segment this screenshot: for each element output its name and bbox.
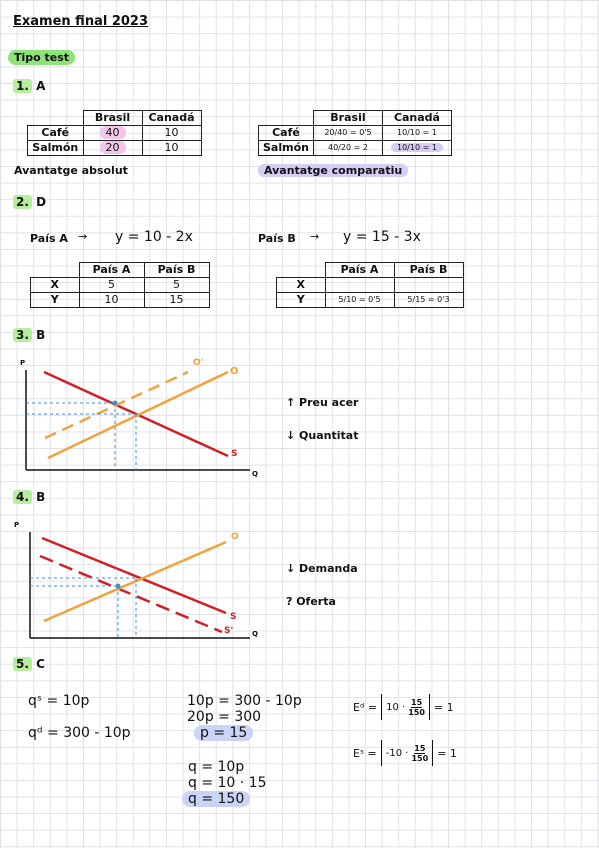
graph3-label-o: O [230, 366, 239, 377]
question-2-answer: D [36, 195, 47, 209]
q4-note-demand: ↓ Demanda [286, 562, 358, 575]
elasticity-demand: Eᵈ = 10 · 15 150 = 1 [353, 694, 454, 720]
question-5-answer: C [36, 657, 45, 671]
comparative-advantage-table: Brasil Canadá Café 20/40 = 0'5 10/10 = 1 Salmón 40/20 = 2 10/10 = 1 [258, 110, 452, 156]
graph3-axis-p: P [20, 359, 26, 367]
absolute-advantage-label: Avantatge absolut [14, 164, 128, 177]
cell-brasil-cafe: 40 [83, 126, 142, 141]
arrow-a: → [78, 230, 88, 243]
graph4-axis-q: Q [252, 630, 258, 638]
q4-note-offer: ? Oferta [286, 595, 336, 608]
question-1-number: 1. A [13, 79, 45, 93]
graph4-supply-s-prime [40, 556, 222, 632]
question-4-answer: B [36, 490, 46, 504]
question-5-number: 5. C [13, 657, 45, 671]
graph4-axis-p: P [14, 521, 20, 529]
demand-equation: qᵈ = 300 - 10p [28, 725, 131, 741]
graph4-offer-o [44, 542, 226, 621]
solve-step-4: q = 10p [188, 759, 245, 775]
solve-step-2: 20p = 300 [187, 709, 262, 725]
pais-b-equation: y = 15 - 3x [343, 229, 421, 245]
graph3-equilibrium-point [113, 401, 118, 406]
question-1-answer: A [36, 79, 46, 93]
elasticity-supply: Eˢ = -10 · 15 150 = 1 [353, 740, 457, 766]
graph4-supply-s [42, 538, 226, 613]
pais-table-1: País A País B X 5 5 Y 10 15 [30, 262, 210, 308]
question-4-number: 4. B [13, 490, 45, 504]
comparative-advantage-label: Avantatge comparatiu [258, 164, 408, 177]
absolute-advantage-table: Brasil Canadá Café 40 10 Salmón 20 10 [27, 110, 202, 156]
q3-note-price: ↑ Preu acer [286, 396, 359, 409]
graph3-label-o-prime: O' [193, 358, 204, 368]
graph3-label-s: S [231, 449, 238, 459]
pais-a-label: País A [30, 232, 68, 245]
solve-step-3: p = 15 [194, 725, 253, 741]
graph4-equilibrium-point [116, 584, 121, 589]
question-3-number: 3. B [13, 328, 45, 342]
q3-note-quantity: ↓ Quantitat [286, 429, 359, 442]
graph4-label-o: O [231, 532, 239, 542]
question-3-answer: B [36, 328, 46, 342]
pais-b-label: País B [258, 232, 296, 245]
supply-equation: qˢ = 10p [28, 693, 90, 709]
question-2-number: 2. D [13, 195, 46, 209]
pais-table-2: País A País B X Y 5/10 = 0'5 5/15 = 0'3 [276, 262, 464, 308]
solve-step-6: q = 150 [182, 791, 250, 807]
graph4-label-s-prime: S' [224, 626, 234, 636]
graph4-label-s: S [230, 612, 237, 622]
graph3-axis-q: Q [252, 470, 258, 478]
cell-brasil-salmon: 20 [83, 141, 142, 156]
solve-step-1: 10p = 300 - 10p [187, 693, 302, 709]
page-title: Examen final 2023 [13, 14, 149, 29]
section-label: Tipo test [8, 50, 75, 65]
solve-step-5: q = 10 · 15 [188, 775, 267, 791]
arrow-b: → [310, 230, 320, 243]
pais-a-equation: y = 10 - 2x [115, 229, 193, 245]
